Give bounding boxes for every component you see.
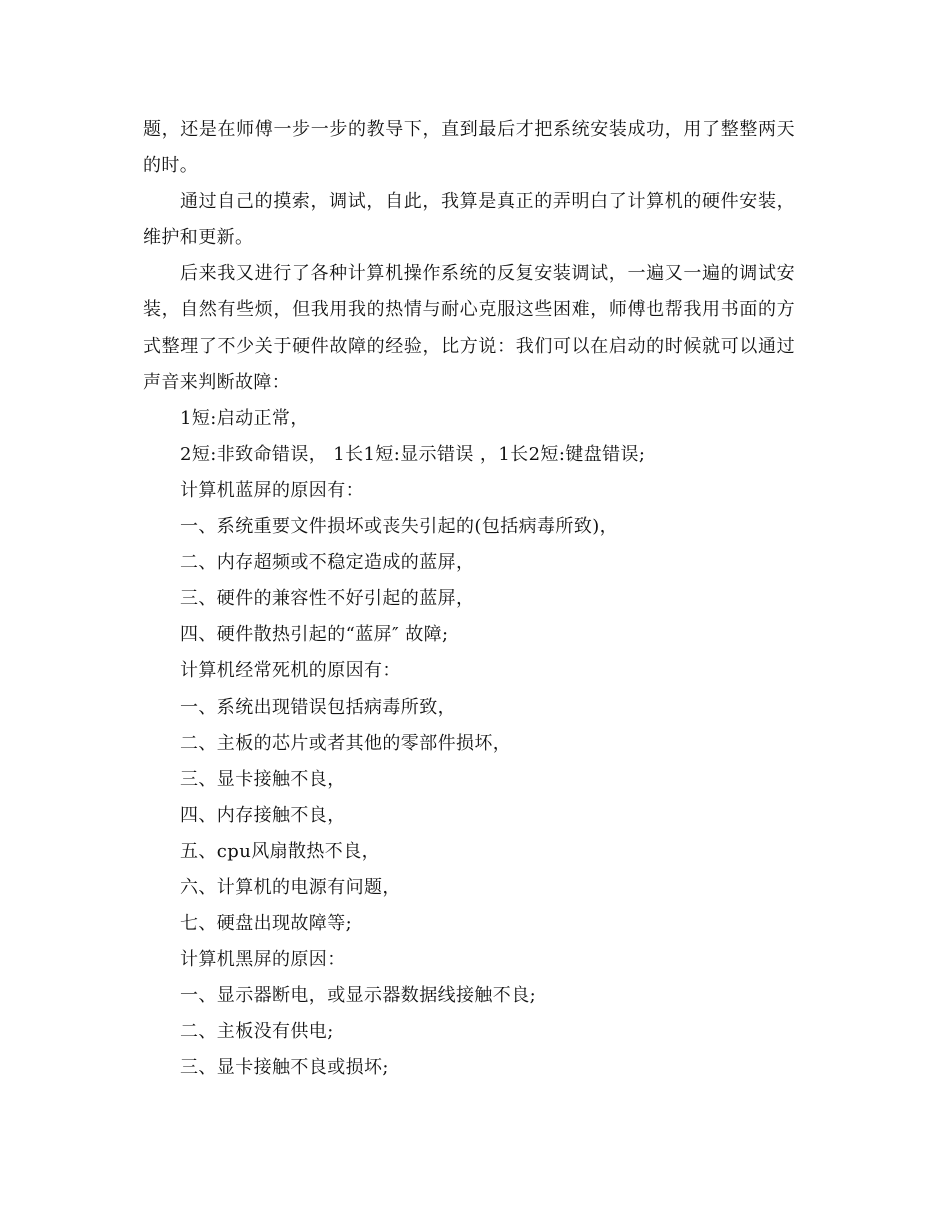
paragraph-line: 题，还是在师傅一步一步的教导下，直到最后才把系统安装成功，用了整整两天 (143, 119, 795, 140)
beep-code-item: 2短:非致命错误， 1长1短:显示错误 ，1长2短:键盘错误; (180, 443, 646, 465)
blue-screen-heading: 计算机蓝屏的原因有： (180, 479, 364, 501)
black-screen-heading: 计算机黑屏的原因： (180, 949, 346, 971)
crash-item: 七、硬盘出现故障等; (180, 913, 353, 935)
blue-screen-item: 二、内存超频或不稳定造成的蓝屏， (180, 552, 475, 574)
paragraph-line: 声音来判断故障： (143, 371, 291, 393)
black-screen-item: 一、显示器断电，或显示器数据线接触不良; (180, 985, 537, 1007)
paragraph-line: 装，自然有些烦，但我用我的热情与耐心克服这些困难，师傅也帮我用书面的方 (143, 299, 795, 321)
crash-heading: 计算机经常死机的原因有： (180, 660, 401, 682)
paragraph-line: 式整理了不少关于硬件故障的经验，比方说：我们可以在启动的时候就可以通过 (143, 335, 795, 357)
blue-screen-item: 四、硬件散热引起的“蓝屏″ 故障; (180, 624, 449, 646)
crash-item: 二、主板的芯片或者其他的零部件损坏， (180, 732, 512, 754)
blue-screen-item: 一、系统重要文件损坏或丧失引起的(包括病毒所致)， (180, 516, 619, 538)
blue-screen-item: 三、硬件的兼容性不好引起的蓝屏， (180, 588, 475, 610)
black-screen-item: 三、显卡接触不良或损坏; (180, 1057, 389, 1079)
crash-item: 五、cpu风扇散热不良， (180, 840, 380, 862)
beep-code-item: 1短:启动正常， (180, 407, 309, 429)
paragraph-line: 维护和更新。 (143, 227, 254, 249)
crash-item: 三、显卡接触不良， (180, 768, 346, 790)
crash-item: 六、计算机的电源有问题， (180, 876, 401, 898)
crash-item: 一、系统出现错误包括病毒所致， (180, 696, 456, 718)
paragraph-line: 后来我又进行了各种计算机操作系统的反复安装调试，一遍又一遍的调试安 (180, 263, 795, 285)
paragraph-line: 的时。 (143, 155, 199, 177)
black-screen-item: 二、主板没有供电; (180, 1021, 334, 1043)
crash-item: 四、内存接触不良， (180, 804, 346, 826)
paragraph-line: 通过自己的摸索，调试，自此，我算是真正的弄明白了计算机的硬件安装， (180, 191, 795, 213)
document-body (143, 112, 795, 1087)
